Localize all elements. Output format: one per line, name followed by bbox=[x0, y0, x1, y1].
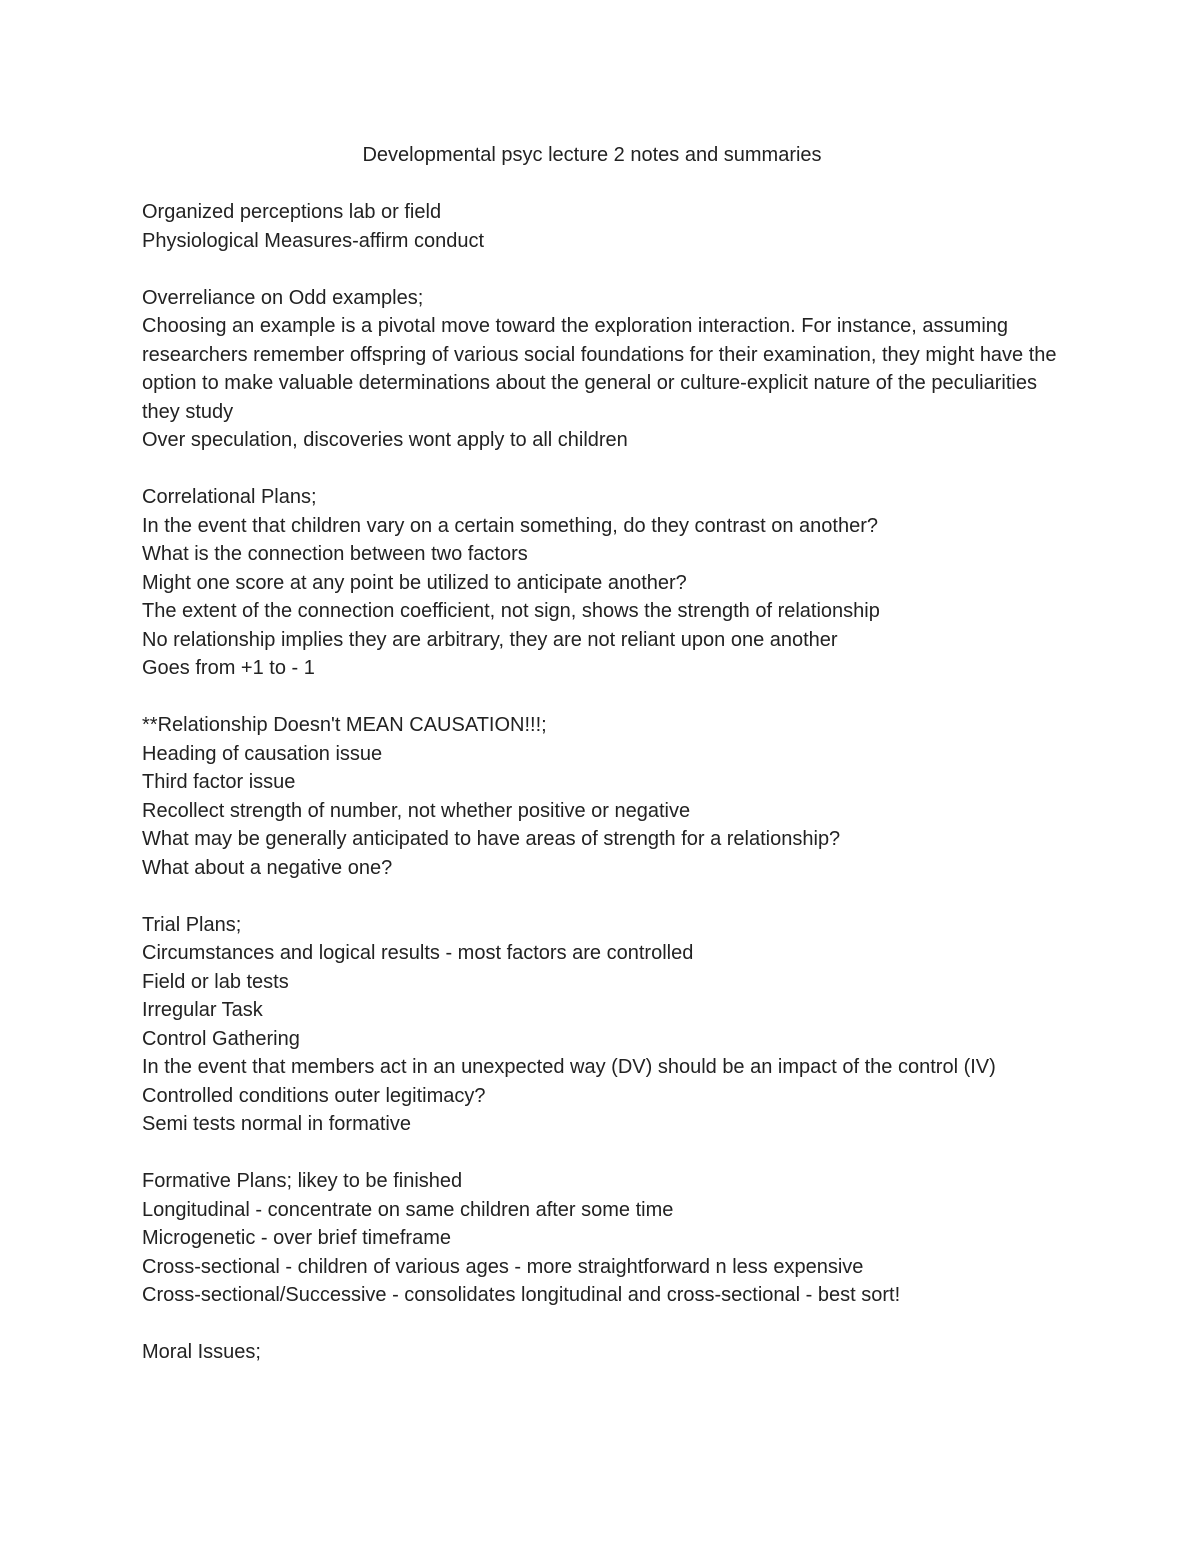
text-line: Organized perceptions lab or field bbox=[142, 201, 442, 223]
text-line: No relationship implies they are arbitrary, they are not reliant upon one another bbox=[142, 628, 838, 651]
text-line: Heading of causation issue bbox=[142, 742, 383, 765]
text-line: Third factor issue bbox=[142, 771, 296, 793]
text-line: Might one score at any point be utilized to anticipate another? bbox=[142, 571, 687, 594]
section-observations bbox=[142, 198, 1072, 255]
section-heading: Moral Issues; bbox=[142, 1341, 261, 1363]
text-line: What about a negative one? bbox=[142, 856, 393, 879]
text-line: In the event that children vary on a certain something, do they contrast on another? bbox=[142, 514, 879, 537]
text-line: Circumstances and logical results - most factors are controlled bbox=[142, 942, 694, 964]
text-line: Control Gathering bbox=[142, 1027, 300, 1050]
document-body bbox=[142, 141, 1072, 1395]
section-correlational-plans bbox=[142, 483, 1072, 683]
section-causation bbox=[142, 711, 1072, 882]
text-line: Physiological Measures-affirm conduct bbox=[142, 229, 485, 252]
text-line: What may be generally anticipated to have areas of strength for a relationship? bbox=[142, 828, 841, 850]
section-heading: Formative Plans; likey to be finished bbox=[142, 1170, 463, 1192]
section-formative-plans bbox=[142, 1167, 1072, 1310]
text-line: In the event that members act in an unexpected way (DV) should be an impact of the control (IV) bbox=[142, 1056, 996, 1078]
text-line: Longitudinal - concentrate on same children after some time bbox=[142, 1198, 674, 1221]
text-line: What is the connection between two factors bbox=[142, 543, 528, 565]
text-line: The extent of the connection coefficient, not sign, shows the strength of relationship bbox=[142, 600, 880, 622]
section-moral-issues bbox=[142, 1338, 1072, 1367]
text-line: Controlled conditions outer legitimacy? bbox=[142, 1084, 486, 1107]
text-line: Cross-sectional - children of various ages - more straightforward n less expensive bbox=[142, 1255, 864, 1278]
section-overreliance bbox=[142, 284, 1072, 455]
text-line: Semi tests normal in formative bbox=[142, 1113, 411, 1135]
text-line: Microgenetic - over brief timeframe bbox=[142, 1227, 451, 1249]
section-heading: Overreliance on Odd examples; bbox=[142, 286, 424, 309]
text-line: Over speculation, discoveries wont apply to all children bbox=[142, 429, 628, 451]
section-heading: Trial Plans; bbox=[142, 913, 242, 936]
text-line: Goes from +1 to - 1 bbox=[142, 657, 315, 679]
text-line: Field or lab tests bbox=[142, 970, 289, 993]
section-trial-plans bbox=[142, 911, 1072, 1139]
text-line: Cross-sectional/Successive - consolidates longitudinal and cross-sectional - best sort! bbox=[142, 1284, 901, 1306]
text-line: Recollect strength of number, not whether positive or negative bbox=[142, 799, 691, 822]
text-line: Irregular Task bbox=[142, 999, 263, 1021]
section-heading: **Relationship Doesn't MEAN CAUSATION!!!; bbox=[142, 714, 547, 736]
paragraph: Choosing an example is a pivotal move toward the exploration interaction. For instance, assuming researchers remember offspring of various social foundations for their examination, they might have the option to make valuable determinations about the general or culture-explicit nature of the peculiarities they study bbox=[142, 315, 1057, 423]
document-title: Developmental psyc lecture 2 notes and summaries bbox=[362, 144, 822, 166]
section-heading: Correlational Plans; bbox=[142, 486, 317, 508]
